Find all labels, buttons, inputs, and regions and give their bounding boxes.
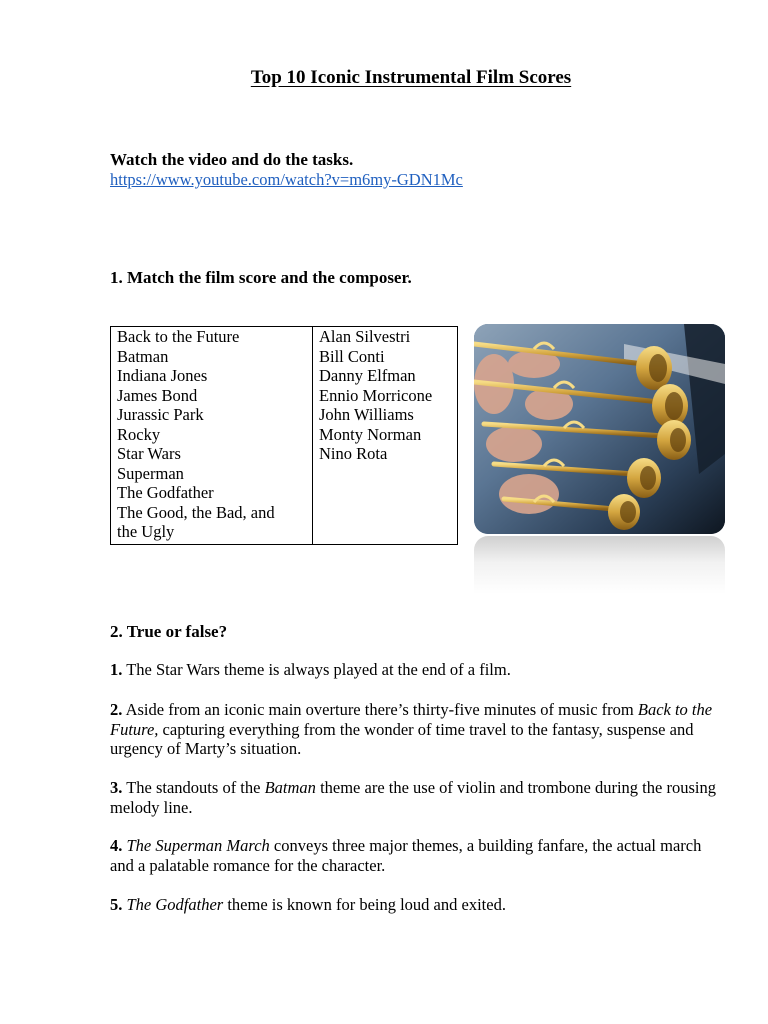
statement-2 (110, 700, 720, 759)
film-title: The Godfather (117, 483, 214, 502)
statement-5 (110, 895, 720, 915)
statement-text: theme are the use of violin and trombone during the rousing melody line. (110, 778, 716, 817)
film-title: Jurassic Park (117, 405, 204, 424)
photo-reflection (474, 536, 725, 594)
film-title: the Ugly (117, 522, 175, 541)
question2-heading: 2. True or false? (110, 622, 228, 641)
statement-number: 2. (110, 700, 123, 719)
composer-name: Ennio Morricone (319, 385, 433, 405)
question1-heading: 1. Match the film score and the composer. (110, 268, 412, 287)
film-title: Rocky (117, 424, 161, 444)
films-column (111, 327, 313, 545)
trumpets-illustration (474, 324, 725, 534)
composers-column (313, 327, 458, 545)
statement-text: capturing everything from the wonder of time travel to the fantasy, suspense and urgency of Marty’s situation. (110, 719, 694, 758)
instructions-text: Watch the video and do the tasks. (110, 150, 354, 169)
composer-name: John Williams (319, 405, 414, 424)
statement-title-italic: Back to the Future, (110, 700, 713, 739)
document-title: Top 10 Iconic Instrumental Film Scores (250, 67, 572, 88)
film-title: Superman (117, 463, 184, 483)
composer-name: Monty Norman (319, 424, 422, 444)
statement-title-italic: The Godfather (126, 895, 224, 914)
statement-text: theme is known for being loud and exited. (223, 895, 506, 914)
trumpet-players-photo (474, 324, 725, 534)
table-row (111, 327, 458, 545)
statement-number: 3. (110, 778, 123, 797)
film-title: Batman (117, 346, 169, 366)
statement-4 (110, 836, 720, 875)
statement-number: 1. (110, 660, 123, 679)
match-table (110, 326, 458, 545)
film-title: Indiana Jones (117, 366, 208, 385)
statement-title-italic: Batman (264, 778, 316, 797)
statement-number: 4. (110, 836, 123, 855)
statement-3 (110, 778, 720, 817)
statement-number: 5. (110, 895, 123, 914)
composer-name: Bill Conti (319, 346, 385, 366)
statement-text: The standouts of the (122, 778, 265, 797)
statement-text: Aside from an iconic main overture there’s thirty-five minutes of music from (122, 700, 638, 719)
composer-name: Danny Elfman (319, 366, 416, 385)
statement-title-italic: The Superman March (126, 836, 270, 855)
film-title: The Good, the Bad, and (117, 502, 275, 522)
statement-text: The Star Wars theme is always played at the end of a film. (122, 660, 511, 679)
video-link[interactable]: https://www.youtube.com/watch?v=m6my-GDN1Mc (110, 170, 463, 189)
film-title: Back to the Future (117, 327, 240, 346)
composer-name: Alan Silvestri (319, 327, 411, 346)
film-title: James Bond (117, 385, 198, 405)
composer-name: Nino Rota (319, 444, 388, 463)
film-title: Star Wars (117, 444, 181, 463)
statement-1 (110, 660, 720, 680)
statement-text: conveys three major themes, a building fanfare, the actual march and a palatable romance for the character. (110, 836, 702, 875)
